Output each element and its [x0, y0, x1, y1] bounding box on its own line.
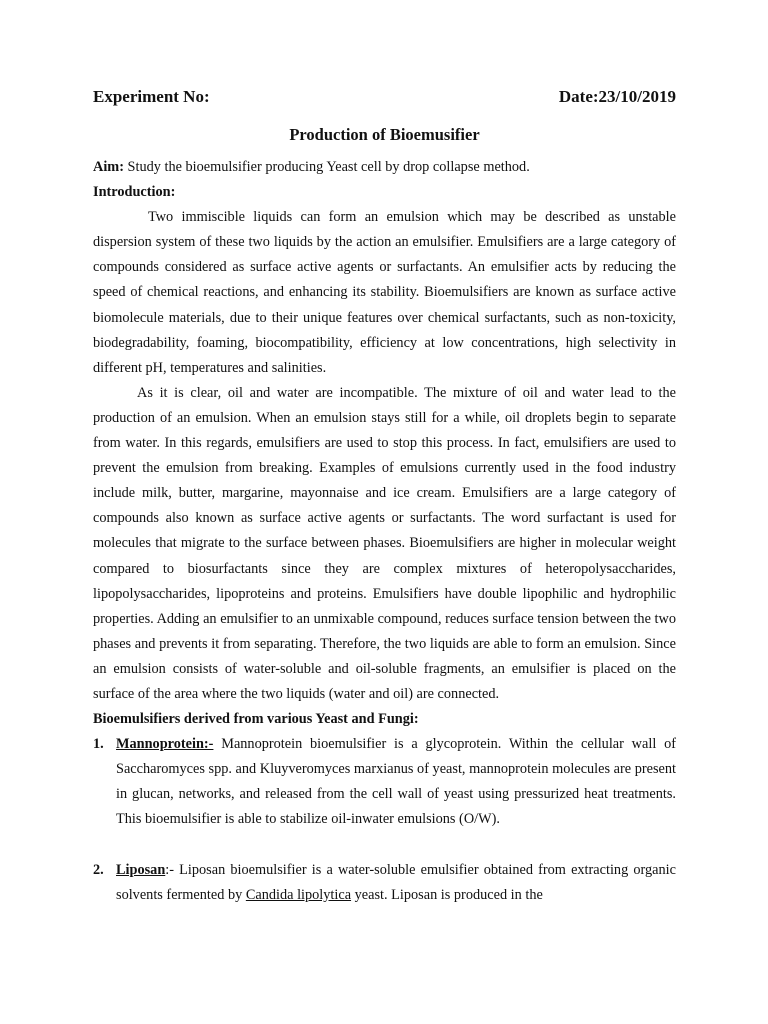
aim-label: Aim:	[93, 159, 124, 175]
list-item-term: Mannoprotein:-	[116, 736, 214, 753]
intro-paragraph-2: As it is clear, oil and water are incompatible. The mixture of oil and water lead to the production of an emulsion. When an emulsion stays still for a while, oil droplets begin to separate from water. In this regards, emulsifiers are used to stop this process. In fact, emulsifiers are used to prevent the emulsion from breaking. Examples of emulsions currently used in the food industry include milk, butter, margarine, mayonnaise and ice cream. Emulsifiers are a large category of compounds also known as surface active agents or surfactants. The word surfactant is used for molecules that migrate to the surface between phases. Bioemulsifiers are higher in molecular weight compared to biosurfactants since they are complex mixtures of heteropolysaccharides, lipopolysaccharides, lipoproteins and proteins. Emulsifiers have double lipophilic and hydrophilic properties. Adding an emulsifier to an unmixable compound, reduces surface tension between the two phases and prevents it from separating. Therefore, the two liquids are able to form an emulsion. Since an emulsion consists of water-soluble and oil-soluble fragments, an emulsifier is placed on the surface of the area where the two liquids (water and oil) are connected.	[93, 384, 676, 702]
list-item-term: Liposan	[116, 861, 166, 878]
list-item-text: :- Liposan bioemulsifier is a water-soluble emulsifier obtained from extracting organic solvents fermented by	[116, 861, 676, 903]
intro-paragraph-1: Two immiscible liquids can form an emulsion which may be described as unstable dispersion system of these two liquids by the action an emulsifier. Emulsifiers are a large category of compounds considered as surface active agents or surfactants. An emulsifier acts by reducing the speed of chemical reactions, and enhancing its stability. Bioemulsifiers are known as surface active biomolecule materials, due to their unique features over chemical surfactants, such as non-toxicity, biodegradability, foaming, biocompatibility, efficiency at low concentrations, high selectivity in different pH, temperatures and salinities.	[93, 209, 676, 376]
aim-text: Study the bioemulsifier producing Yeast cell by drop collapse method.	[123, 159, 530, 175]
list-item-text: Mannoprotein bioemulsifier is a glycoprotein. Within the cellular wall of Saccharomyces spp. and Kluyveromyces marxianus of yeast, mannoprotein molecules are present in glucan, networks, and released from the cell wall of yeast using pressurized heat treatments. This bioemulsifier is able to stabilize oil-inwater emulsions (O/W).	[116, 736, 676, 828]
list-item-text-end: yeast. Liposan is produced in the	[351, 886, 543, 903]
yeast-fungi-heading: Bioemulsifiers derived from various Yeast and Fungi:	[93, 711, 419, 728]
list-item-number: 1.	[93, 736, 104, 753]
aim-paragraph	[93, 155, 676, 180]
list-item	[93, 858, 676, 908]
bioemulsifier-list	[93, 732, 676, 908]
date-field	[559, 87, 676, 107]
list-item	[93, 732, 676, 832]
document-title: Production of Bioemusifier	[289, 125, 480, 144]
experiment-header	[93, 87, 676, 107]
introduction-heading: Introduction:	[93, 184, 176, 201]
experiment-number-label: Experiment No:	[93, 87, 210, 106]
date-label: Date:	[558, 87, 599, 106]
date-value: 23/10/2019	[598, 87, 676, 106]
list-item-number: 2.	[93, 861, 104, 878]
organism-name: Candida lipolytica	[245, 886, 352, 903]
